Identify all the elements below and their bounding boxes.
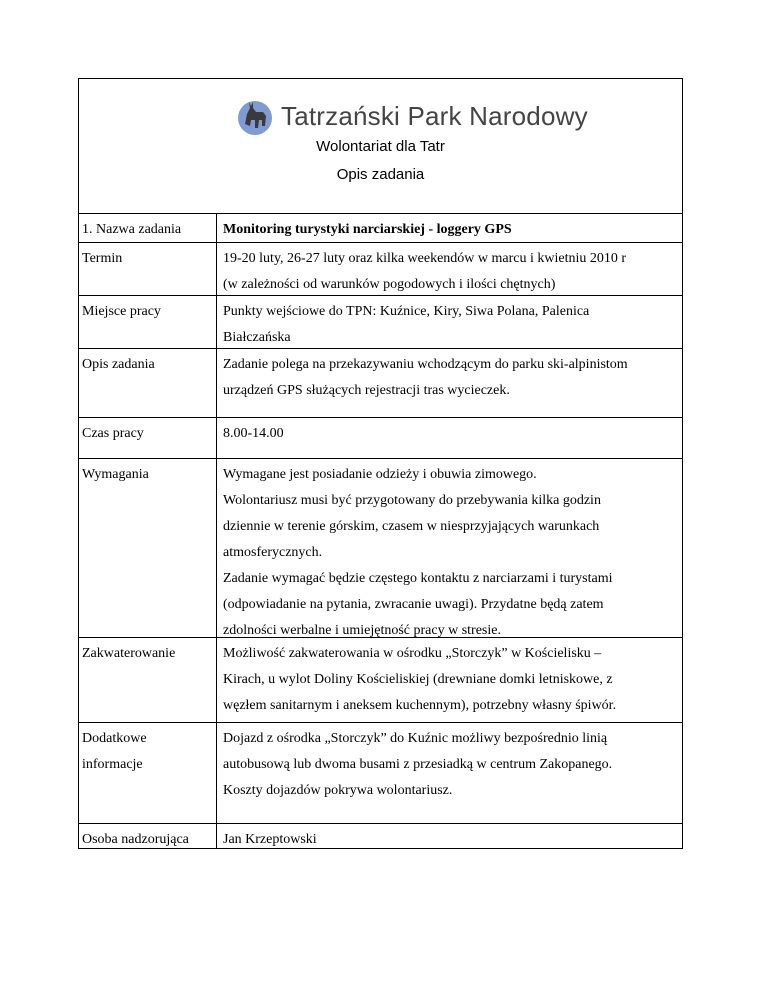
park-logo <box>237 94 588 138</box>
row-value-line: Monitoring turystyki narciarskiej - loggery GPS <box>223 222 512 237</box>
table-row <box>79 242 682 295</box>
row-label <box>79 214 217 242</box>
row-label <box>79 418 217 458</box>
row-label <box>79 723 217 823</box>
table-row <box>79 214 682 242</box>
row-value-line: atmosferycznych. <box>223 545 323 560</box>
row-value-line: (w zależności od warunków pogodowych i ilości chętnych) <box>223 277 556 292</box>
row-value-line: Wymagane jest posiadanie odzieży i obuwia zimowego. <box>223 467 537 482</box>
row-value-line: urządzeń GPS służących rejestracji tras wycieczek. <box>223 383 510 398</box>
row-label <box>79 459 217 637</box>
row-label-line: Wymagania <box>82 467 149 482</box>
row-value <box>217 296 682 348</box>
row-label <box>79 824 217 848</box>
subtitle-task-description: Opis zadania <box>336 166 425 183</box>
row-value-line: Koszty dojazdów pokrywa wolontariusz. <box>223 783 453 798</box>
table-row <box>79 417 682 458</box>
table-row <box>79 823 682 848</box>
row-label-line: Opis zadania <box>82 357 155 372</box>
row-value <box>217 214 682 242</box>
row-value <box>217 243 682 295</box>
row-value-line: Zadanie wymagać będzie częstego kontaktu z narciarzami i turystami <box>223 571 613 586</box>
table-row <box>79 637 682 722</box>
header-cell <box>79 79 682 214</box>
table-row <box>79 295 682 348</box>
row-value <box>217 824 682 848</box>
row-label-line: Termin <box>82 251 123 266</box>
row-value-line: Zadanie polega na przekazywaniu wchodzącym do parku ski-alpinistom <box>223 357 628 372</box>
chamois-logo-icon <box>237 96 273 136</box>
row-label <box>79 349 217 417</box>
row-label <box>79 243 217 295</box>
table-row <box>79 458 682 637</box>
table-row <box>79 348 682 417</box>
row-value-line: autobusową lub dwoma busami z przesiadką w centrum Zakopanego. <box>223 757 613 772</box>
row-value-line: dziennie w terenie górskim, czasem w niesprzyjających warunkach <box>223 519 600 534</box>
row-label-line: Zakwaterowanie <box>82 646 176 661</box>
row-value <box>217 459 682 637</box>
row-label <box>79 638 217 722</box>
row-value-line: Wolontariusz musi być przygotowany do przebywania kilka godzin <box>223 493 601 508</box>
row-value-line: Możliwość zakwaterowania w ośrodku „Storczyk” w Kościelisku – <box>223 646 602 661</box>
row-value <box>217 349 682 417</box>
row-value <box>217 638 682 722</box>
row-label-line: Miejsce pracy <box>82 304 161 319</box>
row-value <box>217 723 682 823</box>
row-label-line: Osoba nadzorująca <box>82 832 189 847</box>
row-label-line: Czas pracy <box>82 426 144 441</box>
row-value <box>217 418 682 458</box>
row-value-line: (odpowiadanie na pytania, zwracanie uwagi). Przydatne będą zatem <box>223 597 604 612</box>
logo-text: Tatrzański Park Narodowy <box>281 100 588 131</box>
task-description-table <box>78 78 683 849</box>
row-label-line: 1. Nazwa zadania <box>82 222 182 237</box>
row-label-line: Dodatkowe <box>82 731 147 746</box>
row-value-line: Białczańska <box>223 330 291 345</box>
table-row <box>79 722 682 823</box>
subtitle-volunteering: Wolontariat dla Tatr <box>316 138 445 155</box>
row-label-line: informacje <box>82 757 143 772</box>
row-value-line: Dojazd z ośrodka „Storczyk” do Kuźnic możliwy bezpośrednio linią <box>223 731 608 746</box>
row-value-line: 19-20 luty, 26-27 luty oraz kilka weekendów w marcu i kwietniu 2010 r <box>223 251 627 266</box>
row-value-line: Kirach, u wylot Doliny Kościeliskiej (drewniane domki letniskowe, z <box>223 672 613 687</box>
row-value-line: Jan Krzeptowski <box>223 832 317 847</box>
row-label <box>79 296 217 348</box>
row-value-line: Punkty wejściowe do TPN: Kuźnice, Kiry, Siwa Polana, Palenica <box>223 304 590 319</box>
row-value-line: zdolności werbalne i umiejętność pracy w stresie. <box>223 623 501 638</box>
row-value-line: węzłem sanitarnym i aneksem kuchennym), potrzebny własny śpiwór. <box>223 698 617 713</box>
row-value-line: 8.00-14.00 <box>223 426 284 441</box>
